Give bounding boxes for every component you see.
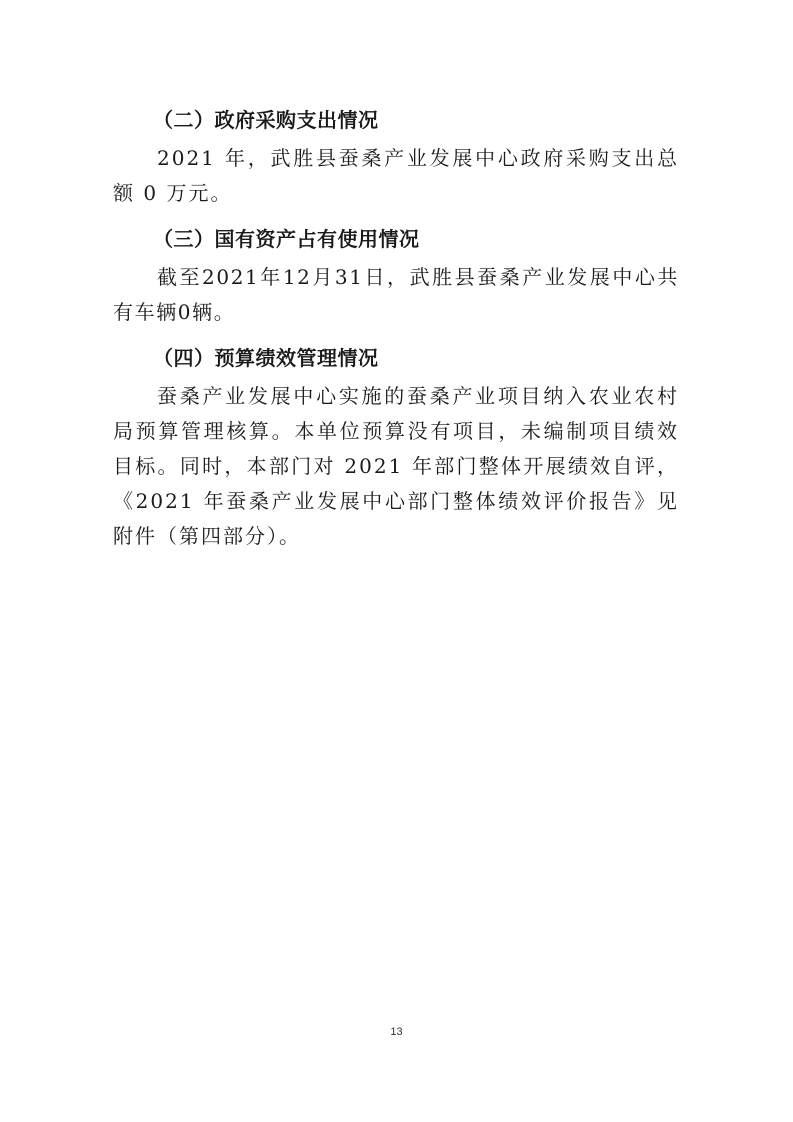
page-number: 13	[390, 1026, 403, 1038]
section-body-state-assets: 截至2021年12月31日，武胜县蚕桑产业发展中心共有车辆0辆。	[113, 265, 679, 324]
section-heading-government-procurement: （二）政府采购支出情况	[153, 108, 379, 132]
document-body	[113, 99, 679, 561]
section-body-performance-management: 蚕桑产业发展中心实施的蚕桑产业项目纳入农业农村局预算管理核算。本单位预算没有项目，未编制项目绩效目标。同时，本部门对 2021 年部门整体开展绩效自评，《2021 年蚕桑产业发展中心部门整体绩效评价报告》见附件（第四部分）。	[113, 384, 679, 548]
section-body-government-procurement: 2021 年，武胜县蚕桑产业发展中心政府采购支出总额 0 万元。	[113, 146, 679, 205]
section-heading-state-assets: （三）国有资产占有使用情况	[153, 227, 420, 251]
section-heading-performance-management: （四）预算绩效管理情况	[153, 346, 379, 370]
